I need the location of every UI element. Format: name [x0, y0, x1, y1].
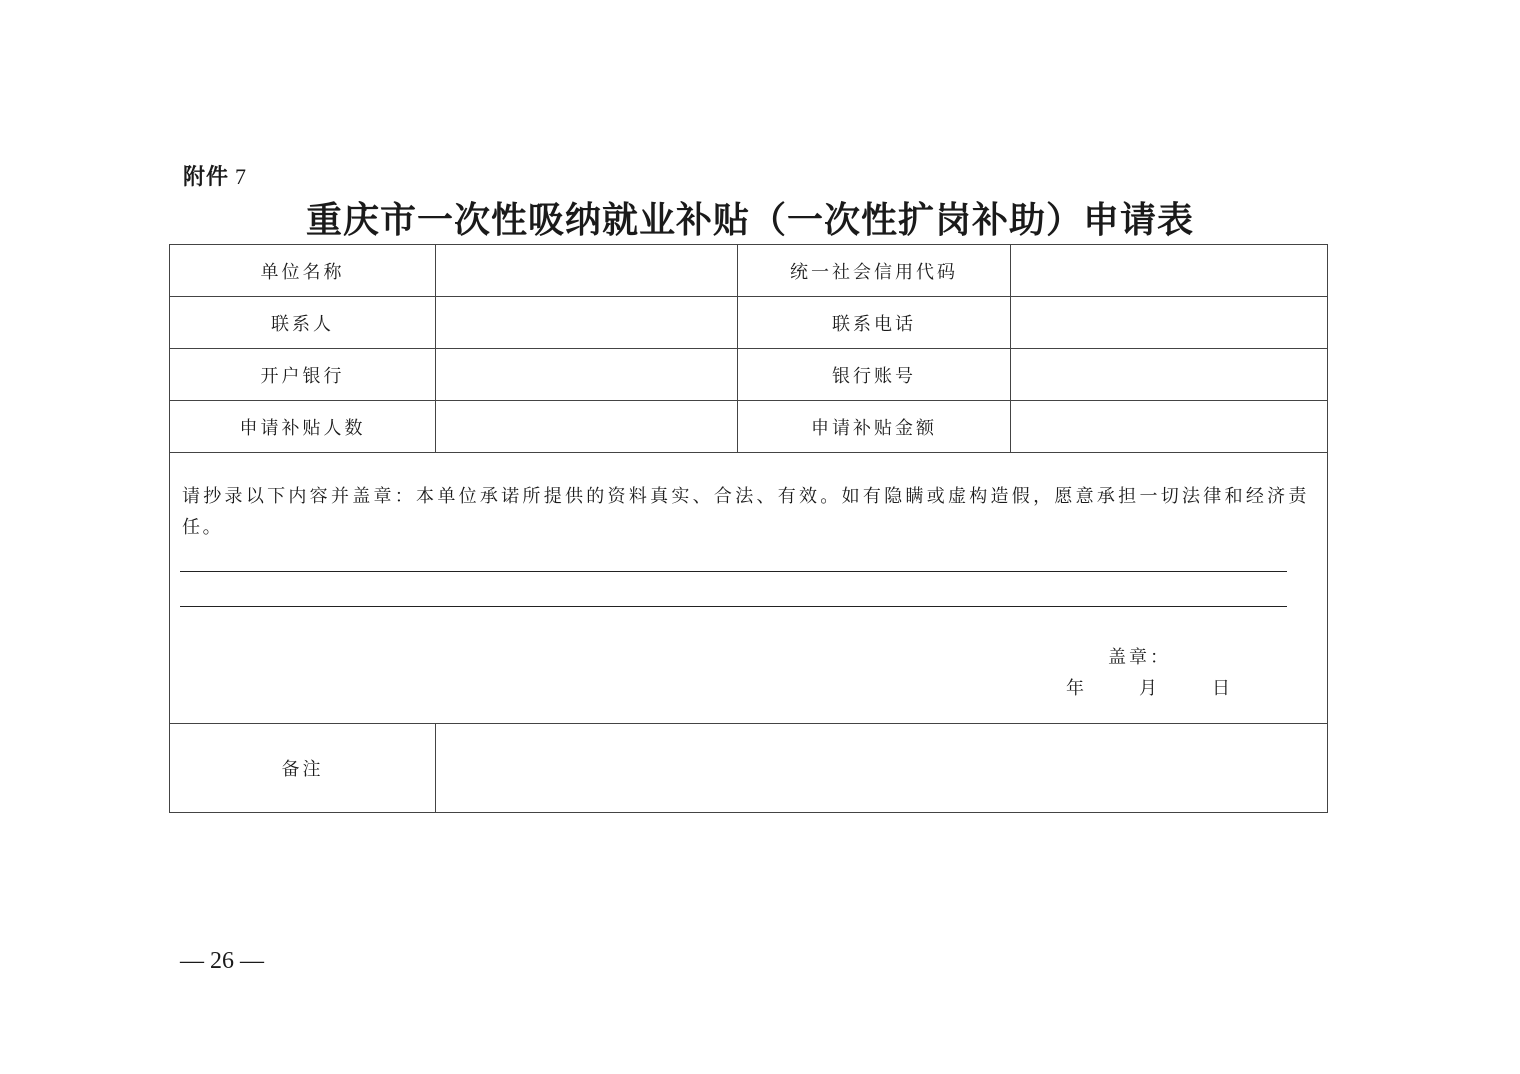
bank-account-field[interactable] — [1011, 349, 1328, 401]
bank-account-label: 银行账号 — [738, 349, 1011, 401]
form-title: 重庆市一次性吸纳就业补贴（一次性扩岗补助）申请表 — [305, 199, 1194, 241]
remark-field[interactable] — [436, 724, 1328, 813]
credit-code-field[interactable] — [1011, 245, 1328, 297]
day-label: 日 — [1212, 678, 1233, 699]
subsidy-count-label: 申请补贴人数 — [170, 401, 436, 453]
table-row — [170, 453, 1328, 724]
subsidy-amount-field[interactable] — [1011, 401, 1328, 453]
contact-phone-field[interactable] — [1011, 297, 1328, 349]
handwriting-line-1[interactable] — [180, 571, 1287, 572]
table-row — [170, 297, 1328, 349]
commitment-cell — [170, 453, 1328, 724]
unit-name-label: 单位名称 — [170, 245, 436, 297]
attachment-number: 7 — [235, 164, 248, 189]
subsidy-amount-label: 申请补贴金额 — [738, 401, 1011, 453]
table-row — [170, 349, 1328, 401]
bank-field[interactable] — [436, 349, 738, 401]
seal-label: 盖章： — [1108, 647, 1171, 668]
table-row — [170, 724, 1328, 813]
commitment-text: 请抄录以下内容并盖章：本单位承诺所提供的资料真实、合法、有效。如有隐瞒或虚构造假，愿意承担一切法律和经济责任。 — [182, 486, 1309, 538]
handwriting-line-2[interactable] — [180, 606, 1287, 607]
credit-code-label: 统一社会信用代码 — [738, 245, 1011, 297]
remark-label: 备注 — [170, 724, 436, 813]
table-row — [170, 401, 1328, 453]
date-line — [1066, 674, 1233, 700]
table-row — [170, 245, 1328, 297]
month-label: 月 — [1139, 678, 1160, 699]
attachment-label — [183, 160, 247, 191]
contact-phone-label: 联系电话 — [738, 297, 1011, 349]
page-number: — 26 — — [180, 948, 264, 974]
application-form-table — [169, 244, 1328, 813]
year-label: 年 — [1066, 678, 1087, 699]
bank-label: 开户银行 — [170, 349, 436, 401]
contact-person-label: 联系人 — [170, 297, 436, 349]
unit-name-field[interactable] — [436, 245, 738, 297]
attachment-text: 附件 — [183, 165, 230, 190]
subsidy-count-field[interactable] — [436, 401, 738, 453]
contact-person-field[interactable] — [436, 297, 738, 349]
